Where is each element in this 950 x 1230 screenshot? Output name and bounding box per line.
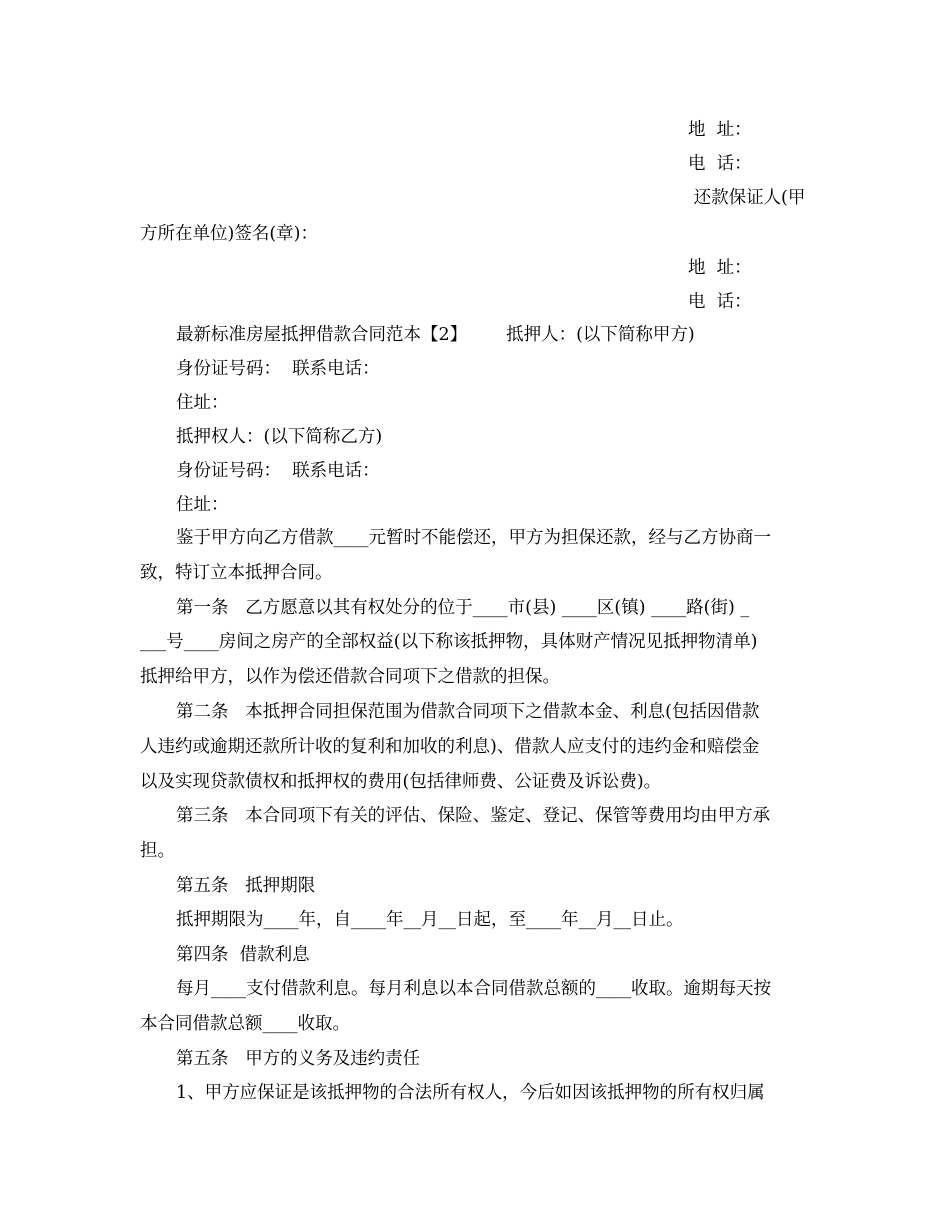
article5-duties-title: 第五条 甲方的义务及违约责任: [176, 1049, 421, 1069]
guarantor-signature-line2: 方所在单位)签名(章)：: [140, 224, 318, 244]
article1-line1: 第一条 乙方愿意以其有权处分的位于____市(县) ____区(镇) ____路(街) _: [176, 598, 750, 618]
preamble-line2: 致，特订立本抵押合同。: [140, 563, 333, 583]
guarantor-signature-line1: 还款保证人(甲: [688, 188, 806, 208]
article1-line2: ___号____房间之房产的全部权益(以下称该抵押物，具体财产情况见抵押物清单): [140, 632, 758, 652]
guarantor-phone-label-2: 电 话：: [688, 292, 752, 312]
contract-title-line: 最新标准房屋抵押借款合同范本【2】 抵押人：(以下简称甲方): [176, 325, 695, 345]
mortgagor-id-phone: 身份证号码： 联系电话：: [176, 359, 380, 379]
article4-line1: 每月____支付借款利息。每月利息以本合同借款总额的____收取。逾期每天按: [176, 979, 771, 999]
mortgagee-id-phone: 身份证号码： 联系电话：: [176, 461, 380, 481]
guarantor-address-label: 地 址：: [688, 120, 752, 140]
article5-term-title: 第五条 抵押期限: [176, 876, 316, 896]
preamble-line1: 鉴于甲方向乙方借款____元暂时不能偿还，甲方为担保还款，经与乙方协商一: [176, 528, 771, 548]
article2-line1: 第二条 本抵押合同担保范围为借款合同项下之借款本金、利息(包括因借款: [176, 702, 760, 722]
article3-line1: 第三条 本合同项下有关的评估、保险、鉴定、登记、保管等费用均由甲方承: [176, 806, 771, 826]
article4-title: 第四条 借款利息: [176, 945, 310, 965]
mortgagee-line: 抵押权人：(以下简称乙方): [176, 427, 383, 447]
article1-line3: 抵押给甲方，以作为偿还借款合同项下之借款的担保。: [140, 667, 560, 687]
guarantor-phone-label: 电 话：: [688, 154, 752, 174]
article4-line2: 本合同借款总额____收取。: [140, 1014, 350, 1034]
article2-line3: 以及实现贷款债权和抵押权的费用(包括律师费、公证费及诉讼费)。: [140, 772, 662, 792]
mortgagor-address: 住址：: [176, 393, 229, 413]
article2-line2: 人违约或逾期还款所计收的复利和加收的利息)、借款人应支付的违约金和赔偿金: [140, 737, 760, 757]
mortgagee-address: 住址：: [176, 495, 229, 515]
guarantor-address-label-2: 地 址：: [688, 258, 752, 278]
article5-term-body: 抵押期限为____年，自____年__月__日起，至____年__月__日止。: [176, 910, 684, 930]
article5-duties-line1: 1、甲方应保证是该抵押物的合法所有权人，今后如因该抵押物的所有权归属: [176, 1083, 765, 1103]
article3-line2: 担。: [140, 841, 175, 861]
